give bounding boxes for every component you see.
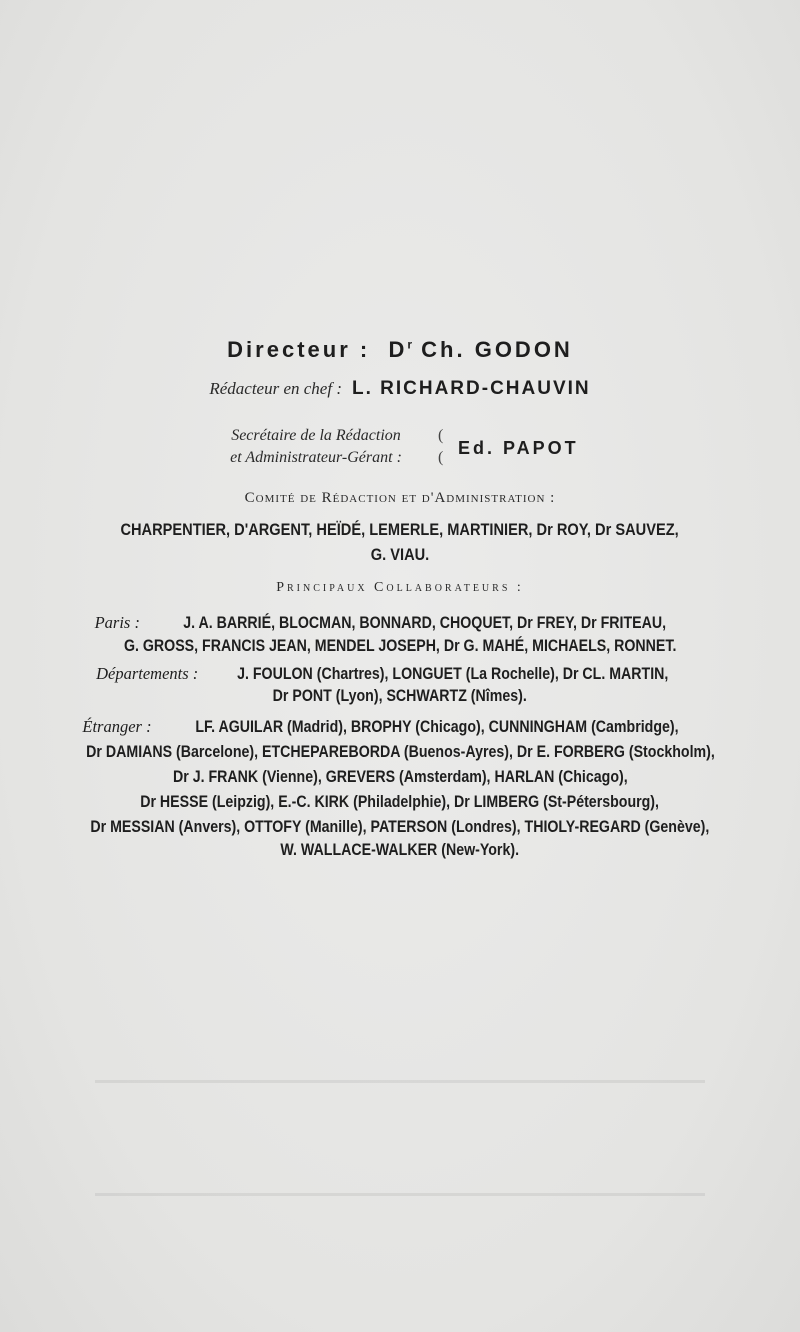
- director-line: [0, 337, 800, 363]
- director-title: $D^r$: [388, 337, 413, 362]
- departements-line1: Départements : J. FOULON (Chartres), LONGUET (La Rochelle), Dr CL. MARTIN,: [96, 664, 669, 683]
- paris-line2: G. GROSS, FRANCIS JEAN, MENDEL JOSEPH, Dr G. MAHÉ, MICHAELS, RONNET.: [123, 637, 677, 655]
- etranger-line1: Étranger : LF. AGUILAR (Madrid), BROPHY (Chicago), CUNNINGHAM (Cambridge),: [82, 717, 679, 736]
- comite-names-line1: CHARPENTIER, D'ARGENT, HEÏDÉ, LEMERLE, MARTINIER, Dr ROY, Dr SAUVEZ,: [120, 520, 680, 539]
- brace-mark: ( (: [438, 427, 444, 466]
- redacteur-label: Rédacteur en chef :: [209, 379, 342, 398]
- departements-label: Départements :: [96, 664, 199, 683]
- etranger-line2: Dr DAMIANS (Barcelone), ETCHEPAREBORDA (Buenos-Ayres), Dr E. FORBERG (Stockholm),: [85, 743, 715, 761]
- secretaire-block: [190, 425, 630, 473]
- comite-names-line2: G. VIAU.: [370, 545, 430, 564]
- director-name: Ch. GODON: [421, 337, 573, 362]
- director-label: Directeur :: [227, 337, 371, 362]
- redacteur-line: [0, 378, 800, 400]
- paris-label: Paris :: [94, 613, 140, 632]
- departements-line2: Dr PONT (Lyon), SCHWARTZ (Nîmes).: [272, 687, 528, 705]
- etranger-line4: Dr HESSE (Leipzig), E.-C. KIRK (Philadelphie), Dr LIMBERG (St-Pétersbourg),: [140, 793, 660, 811]
- etranger-line5: Dr MESSIAN (Anvers), OTTOFY (Manille), PATERSON (Londres), THIOLY-REGARD (Genève),: [90, 818, 710, 836]
- paris-line1: Paris : J. A. BARRIÉ, BLOCMAN, BONNARD, CHOQUET, Dr FREY, Dr FRITEAU,: [94, 613, 667, 632]
- secretaire-name: Ed. PAPOT: [458, 438, 579, 458]
- etranger-label: Étranger :: [82, 717, 152, 736]
- etranger-line6: W. WALLACE-WALKER (New-York).: [280, 841, 520, 859]
- bleed-through-band: [95, 1080, 705, 1196]
- collaborateurs-heading: Principaux Collaborateurs :: [276, 580, 524, 595]
- bleed-through-text: [90, 80, 710, 360]
- etranger-line3: Dr J. FRANK (Vienne), GREVERS (Amsterdam), HARLAN (Chicago),: [172, 768, 628, 786]
- comite-heading: Comité de Rédaction et d'Administration :: [244, 490, 556, 506]
- redacteur-name: L. RICHARD-CHAUVIN: [351, 378, 591, 399]
- secretaire-label: Secrétaire de la Rédaction et Administrateur-Gérant :: [230, 427, 402, 466]
